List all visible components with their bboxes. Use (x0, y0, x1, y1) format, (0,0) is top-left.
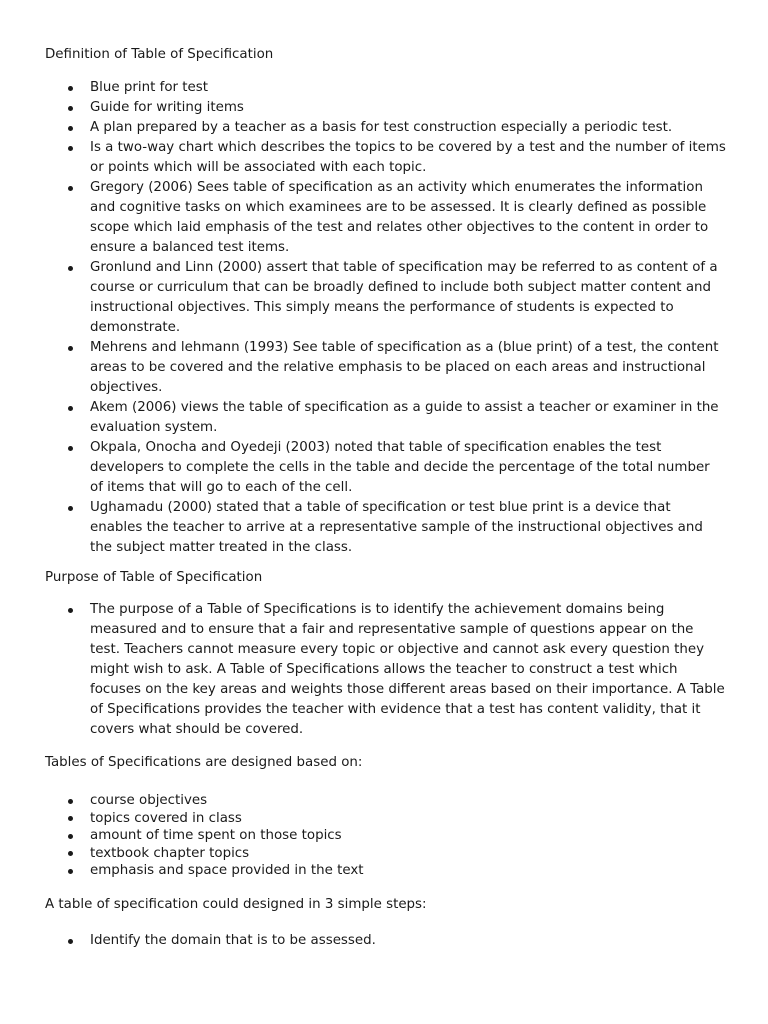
list-item: textbook chapter topics (90, 845, 726, 863)
list-item: Is a two-way chart which describes the topics to be covered by a test and the number of items or points which will be associated with each topic. (90, 138, 726, 178)
list-item: A plan prepared by a teacher as a basis for test construction especially a periodic test. (90, 118, 726, 138)
list-item: Identify the domain that is to be assessed. (90, 931, 726, 951)
list-item: Gronlund and Linn (2000) assert that table of specification may be referred to as content of a course or curriculum that can be broadly defined to include both subject matter content and instructional objectives. This simply means the performance of students is expected to demonstrate. (90, 258, 726, 338)
list-item: Gregory (2006) Sees table of specification as an activity which enumerates the information and cognitive tasks on which examinees are to be assessed. It is clearly defined as possible scope which laid emphasis of the test and relates other objectives to the content in order to ensure a balanced test items. (90, 178, 726, 258)
section-heading-definition: Definition of Table of Specification (45, 47, 274, 62)
list-item: topics covered in class (90, 810, 726, 828)
list-item: The purpose of a Table of Specifications is to identify the achievement domains being measured and to ensure that a fair and representative sample of questions appear on the test. Teachers cannot measure every topic or objective and cannot ask every question they might wish to ask. A Table of Specifications allows the teacher to construct a test which focuses on the key areas and weights those different areas based on their importance. A Table of Specifications provides the teacher with evidence that a test has content validity, that it covers what should be covered. (90, 600, 726, 740)
list-item: Guide for writing items (90, 98, 726, 118)
list-item: amount of time spent on those topics (90, 827, 726, 845)
section-heading-designed-based-on: Tables of Specifications are designed based on: (45, 755, 363, 770)
section-heading-purpose: Purpose of Table of Specification (45, 570, 263, 585)
section-heading-simple-steps: A table of specification could designed in 3 simple steps: (45, 897, 427, 912)
definition-list (90, 78, 726, 558)
design-basis-list (90, 792, 726, 880)
list-item: Ughamadu (2000) stated that a table of specification or test blue print is a device that enables the teacher to arrive at a representative sample of the instructional objectives and the subject matter treated in the class. (90, 498, 726, 558)
list-item: Blue print for test (90, 78, 726, 98)
list-item: Akem (2006) views the table of specification as a guide to assist a teacher or examiner in the evaluation system. (90, 398, 726, 438)
list-item: Okpala, Onocha and Oyedeji (2003) noted that table of specification enables the test developers to complete the cells in the table and decide the percentage of the total number of items that will go to each of the cell. (90, 438, 726, 498)
purpose-list (90, 600, 726, 740)
list-item: course objectives (90, 792, 726, 810)
list-item: Mehrens and lehmann (1993) See table of specification as a (blue print) of a test, the content areas to be covered and the relative emphasis to be placed on each areas and instructional objectives. (90, 338, 726, 398)
steps-list (90, 931, 726, 951)
list-item: emphasis and space provided in the text (90, 862, 726, 880)
